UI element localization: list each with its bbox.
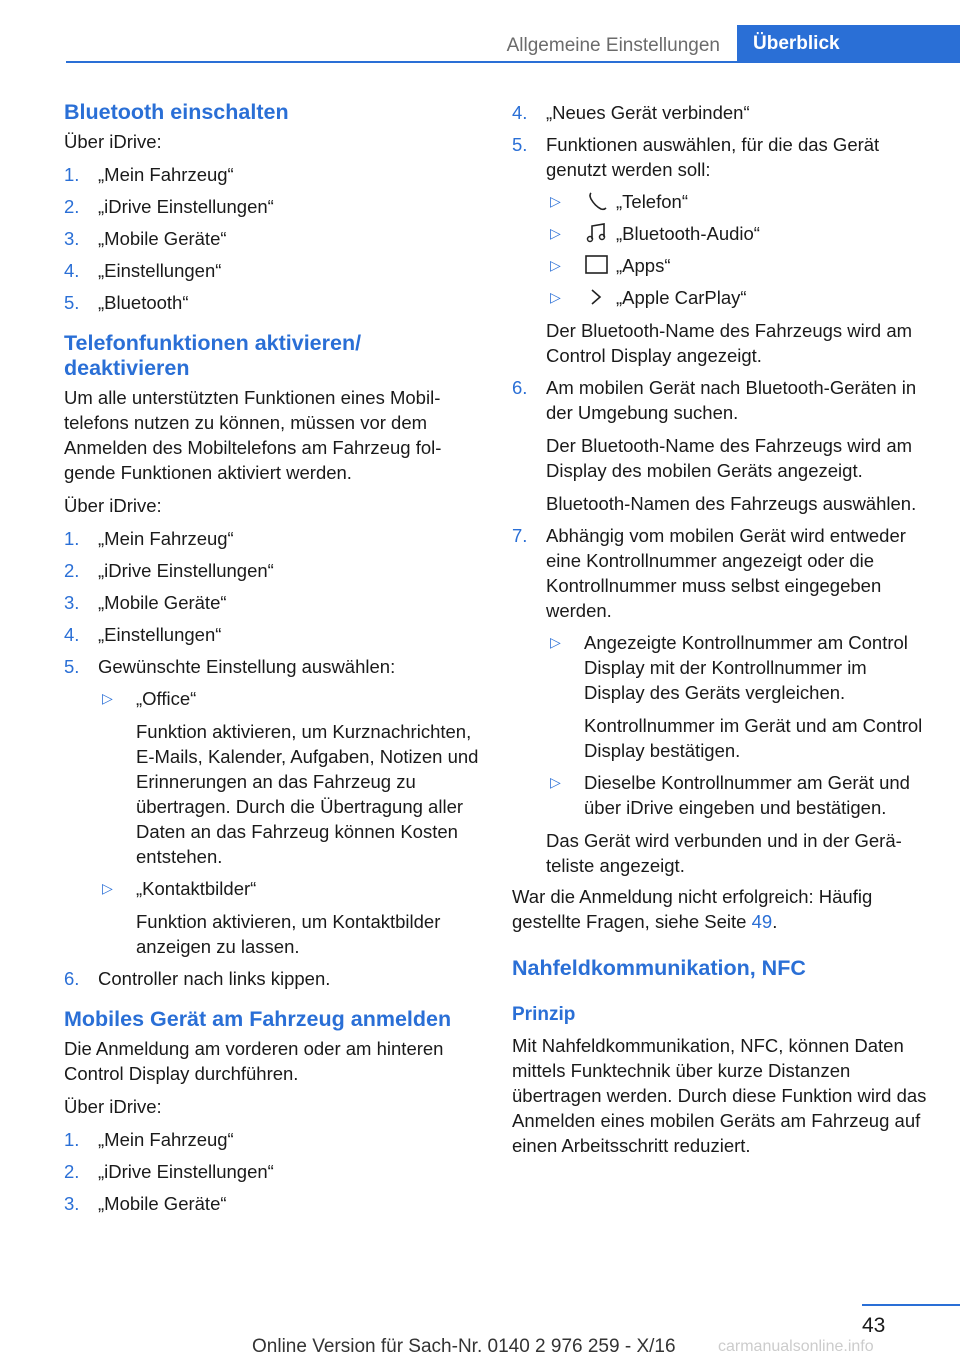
list-item: 5. Funktionen auswählen, für die das Gerät genutzt werden soll: ▷ „Telefon“ ▷ „Bluetooth-Audio“ ▷ „Apps“ ▷ „Apple CarPlay“ Der Bluetooth-Name des Fahrzeugs wird am Control Display angezeigt. [512,132,930,368]
intro-text: Über iDrive: [64,1096,162,1117]
bullet-item: ▷ „Office“ Funktion aktivieren, um Kurznachrichten, E-Mails, Kalender, Aufgaben, Notizen und Erinnerungen an das Fahrzeug zu übertragen. Durch die Übertragung aller Daten an das Fahrzeug können Kosten entstehen. [98,686,479,869]
footer-rule [862,1304,960,1306]
section-title: Mobiles Gerät am Fahrzeug anmelden [64,1007,452,1031]
paragraph: Mit Nahfeldkommunikation, NFC, können Daten mittels Funktechnik über kurze Distanzen übertragen werden. Durch diese Funktion wird das Anmelden eines mobilen Geräts am Fahrzeug auf einen Arbeitsschritt reduziert. [512,1035,927,1156]
list-item: 4. „Einstellungen“ [64,624,222,645]
bullet-item: ▷ „Apps“ [546,253,930,278]
carplay-icon [584,286,610,308]
list-item: 4. „Einstellungen“ [64,260,222,281]
intro-text: Über iDrive: [64,495,162,516]
list-item: 3. „Mobile Geräte“ [64,1193,227,1214]
triangle-bullet-icon: ▷ [102,880,113,896]
bullet-item: ▷ Dieselbe Kontrollnummer am Gerät und über iDrive eingeben und bestätigen. [546,770,930,820]
numbered-list [64,162,479,315]
footer-online-version: Online Version für Sach-Nr. 0140 2 976 259 - X/16 [252,1336,676,1357]
triangle-bullet-icon: ▷ [550,774,561,790]
header-tab: Überblick [737,25,960,61]
list-item: 5. Gewünschte Einstellung auswählen: ▷ „Office“ Funktion aktivieren, um Kurznachrichten, E-Mails, Kalender, Aufgaben, Notizen und Erinnerungen an das Fahrzeug zu übertragen. Durch die Übertragung aller Daten an das Fahrzeug können Kosten entstehen. ▷ „Kontaktbilder“ Funktion aktivieren, um Kontaktbilder anzeigen zu lassen. [64,656,479,957]
music-note-icon [584,222,610,244]
list-item: 2. „iDrive Einstellungen“ [64,560,274,581]
paragraph: War die Anmeldung nicht erfolgreich: Häufig gestellte Fragen, siehe Seite 49. [512,886,873,932]
list-item: 6. Controller nach links kippen. [64,968,331,989]
list-item: 2. „iDrive Einstellungen“ [64,196,274,217]
watermark: carmanualsonline.info [718,1338,874,1355]
intro-text: Über iDrive: [64,131,162,152]
list-item: 3. „Mobile Geräte“ [64,228,227,249]
numbered-list [512,100,930,878]
list-item: 6. Am mobilen Gerät nach Bluetooth-Geräten in der Umgebung suchen. Der Bluetooth-Name des Fahrzeugs wird am Display des mobilen Geräts angezeigt. Bluetooth-Namen des Fahrzeugs auswählen. [512,377,917,514]
paragraph: Um alle unterstützten Funktionen eines Mobiltelefons nutzen zu können, müssen vor dem Anmelden des Mobiltelefons am Fahrzeug folgende Funktionen aktiviert werden. [64,387,442,483]
section-title: Nahfeldkommunikation, NFC [512,956,806,980]
triangle-bullet-icon: ▷ [550,193,561,209]
bullet-item: ▷ Angezeigte Kontrollnummer am Control Display mit der Kontrollnummer im Display des Geräts vergleichen. Kontrollnummer im Gerät und am Control Display bestätigen. [546,630,930,763]
triangle-bullet-icon: ▷ [550,634,561,650]
bullet-item: ▷ „Bluetooth-Audio“ [546,221,930,246]
subsection-title: Prinzip [512,1004,576,1025]
header-rule [66,61,960,63]
right-column [512,100,930,1166]
list-item: 1. „Mein Fahrzeug“ [64,528,234,549]
paragraph: Die Anmeldung am vorderen oder am hinteren Control Display durchführen. [64,1038,444,1084]
triangle-bullet-icon: ▷ [550,289,561,305]
list-item: 1. „Mein Fahrzeug“ [64,1129,234,1150]
bullet-item: ▷ „Telefon“ [546,189,930,214]
list-item: 3. „Mobile Geräte“ [64,592,227,613]
section-title: Telefonfunktionen aktivieren/ deaktivieren [64,331,362,380]
bullet-item: ▷ „Kontaktbilder“ Funktion aktivieren, um Kontaktbilder anzeigen zu lassen. [98,876,479,959]
triangle-bullet-icon: ▷ [550,225,561,241]
phone-icon [584,190,610,212]
header-section-title: Allgemeine Einstellungen [506,35,720,56]
left-column [64,100,479,1232]
numbered-list [64,1127,479,1216]
list-item: 7. Abhängig vom mobilen Gerät wird entweder eine Kontrollnummer angezeigt oder die Kontrollnummer muss selbst eingegeben werden. ▷ Angezeigte Kontrollnummer am Control Display mit der Kontrollnummer im Display des Geräts vergleichen. Kontrollnummer im Gerät und am Control Display bestätigen. ▷ Dieselbe Kontrollnummer am Gerät und über iDrive eingeben und bestätigen. Das Gerät wird verbunden und in der Geräteliste angezeigt. [512,523,930,878]
list-item: 4. „Neues Gerät verbinden“ [512,102,750,123]
numbered-list [64,526,479,991]
bullet-item: ▷ „Apple CarPlay“ [546,285,930,310]
apps-icon [584,254,610,276]
list-item: 5. „Bluetooth“ [64,292,189,313]
page-number: 43 [862,1314,886,1337]
list-item: 1. „Mein Fahrzeug“ [64,164,234,185]
triangle-bullet-icon: ▷ [102,690,113,706]
list-item: 2. „iDrive Einstellungen“ [64,1161,274,1182]
triangle-bullet-icon: ▷ [550,257,561,273]
page-link[interactable]: 49 [751,911,773,932]
section-title: Bluetooth einschalten [64,100,289,124]
